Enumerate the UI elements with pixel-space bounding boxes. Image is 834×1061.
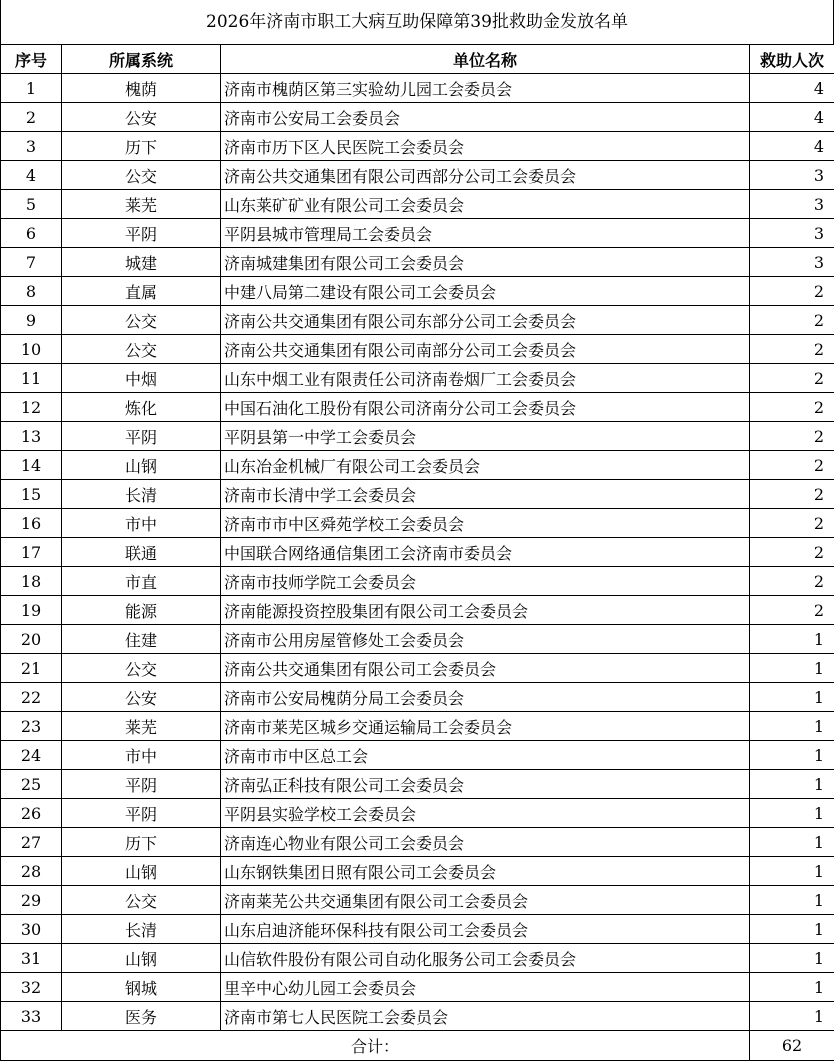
cell-system[interactable]: 公交 — [62, 306, 221, 335]
cell-unit[interactable]: 济南能源投资控股集团有限公司工会委员会 — [221, 596, 750, 625]
table-row — [1, 509, 834, 538]
table-row — [1, 248, 834, 277]
cell-system[interactable]: 公安 — [62, 103, 221, 132]
table-row — [1, 393, 834, 422]
cell-no[interactable]: 2 — [1, 103, 62, 132]
cell-count[interactable]: 1 — [750, 770, 834, 799]
table-row — [1, 799, 834, 828]
table-row — [1, 770, 834, 799]
cell-unit[interactable]: 山东冶金机械厂有限公司工会委员会 — [221, 451, 750, 480]
total-value[interactable]: 62 — [750, 1031, 834, 1061]
cell-no[interactable]: 25 — [1, 770, 62, 799]
cell-count[interactable]: 1 — [750, 973, 834, 1002]
table-row — [1, 944, 834, 973]
cell-no[interactable]: 19 — [1, 596, 62, 625]
cell-system[interactable]: 市直 — [62, 567, 221, 596]
cell-unit[interactable]: 济南城建集团有限公司工会委员会 — [221, 248, 750, 277]
cell-no[interactable]: 17 — [1, 538, 62, 567]
cell-system[interactable]: 公安 — [62, 683, 221, 712]
cell-count[interactable]: 4 — [750, 132, 834, 161]
cell-no[interactable]: 13 — [1, 422, 62, 451]
cell-system[interactable]: 槐荫 — [62, 74, 221, 103]
cell-no[interactable]: 32 — [1, 973, 62, 1002]
cell-count[interactable]: 1 — [750, 915, 834, 944]
cell-unit[interactable]: 山东钢铁集团日照有限公司工会委员会 — [221, 857, 750, 886]
cell-count[interactable]: 1 — [750, 886, 834, 915]
header-unit[interactable]: 单位名称 — [221, 45, 750, 74]
cell-system[interactable]: 联通 — [62, 538, 221, 567]
table-row — [1, 306, 834, 335]
table-row — [1, 335, 834, 364]
table-row — [1, 1002, 834, 1031]
table-row — [1, 74, 834, 103]
cell-unit[interactable]: 济南连心物业有限公司工会委员会 — [221, 828, 750, 857]
cell-system[interactable]: 长清 — [62, 480, 221, 509]
cell-unit[interactable]: 中国联合网络通信集团工会济南市委员会 — [221, 538, 750, 567]
table-row — [1, 625, 834, 654]
table-row — [1, 567, 834, 596]
relief-table — [0, 44, 834, 1061]
sheet-title: 2026年济南市职工大病互助保障第39批救助金发放名单 — [0, 0, 834, 44]
cell-no[interactable]: 10 — [1, 335, 62, 364]
cell-unit[interactable]: 济南市长清中学工会委员会 — [221, 480, 750, 509]
cell-count[interactable]: 1 — [750, 712, 834, 741]
cell-count[interactable]: 2 — [750, 393, 834, 422]
cell-system[interactable]: 莱芜 — [62, 712, 221, 741]
table-row — [1, 654, 834, 683]
cell-no[interactable]: 31 — [1, 944, 62, 973]
cell-system[interactable]: 医务 — [62, 1002, 221, 1031]
cell-no[interactable]: 30 — [1, 915, 62, 944]
cell-system[interactable]: 市中 — [62, 509, 221, 538]
cell-count[interactable]: 2 — [750, 422, 834, 451]
cell-count[interactable]: 1 — [750, 654, 834, 683]
cell-system[interactable]: 山钢 — [62, 451, 221, 480]
cell-unit[interactable]: 济南市公安局工会委员会 — [221, 103, 750, 132]
cell-unit[interactable]: 山东启迪济能环保科技有限公司工会委员会 — [221, 915, 750, 944]
cell-system[interactable]: 平阴 — [62, 799, 221, 828]
table-row — [1, 190, 834, 219]
table-row — [1, 480, 834, 509]
total-label[interactable]: 合计： — [1, 1031, 750, 1061]
cell-count[interactable]: 2 — [750, 480, 834, 509]
cell-unit[interactable]: 里辛中心幼儿园工会委员会 — [221, 973, 750, 1002]
cell-unit[interactable]: 山信软件股份有限公司自动化服务公司工会委员会 — [221, 944, 750, 973]
cell-system[interactable]: 市中 — [62, 741, 221, 770]
cell-count[interactable]: 2 — [750, 596, 834, 625]
cell-system[interactable]: 公交 — [62, 335, 221, 364]
cell-no[interactable]: 14 — [1, 451, 62, 480]
cell-system[interactable]: 住建 — [62, 625, 221, 654]
table-row — [1, 857, 834, 886]
cell-system[interactable]: 炼化 — [62, 393, 221, 422]
cell-unit[interactable]: 平阴县城市管理局工会委员会 — [221, 219, 750, 248]
header-system[interactable]: 所属系统 — [62, 45, 221, 74]
cell-no[interactable]: 5 — [1, 190, 62, 219]
table-row — [1, 886, 834, 915]
cell-count[interactable]: 1 — [750, 1002, 834, 1031]
cell-unit[interactable]: 济南市市中区舜苑学校工会委员会 — [221, 509, 750, 538]
cell-unit[interactable]: 济南公共交通集团有限公司南部分公司工会委员会 — [221, 335, 750, 364]
cell-system[interactable]: 城建 — [62, 248, 221, 277]
cell-system[interactable]: 钢城 — [62, 973, 221, 1002]
cell-system[interactable]: 山钢 — [62, 857, 221, 886]
table-row — [1, 538, 834, 567]
cell-unit[interactable]: 山东莱矿矿业有限公司工会委员会 — [221, 190, 750, 219]
header-row — [1, 45, 834, 74]
cell-unit[interactable]: 济南市槐荫区第三实验幼儿园工会委员会 — [221, 74, 750, 103]
cell-count[interactable]: 1 — [750, 857, 834, 886]
cell-count[interactable]: 2 — [750, 451, 834, 480]
cell-no[interactable]: 22 — [1, 683, 62, 712]
cell-no[interactable]: 7 — [1, 248, 62, 277]
cell-no[interactable]: 4 — [1, 161, 62, 190]
cell-count[interactable]: 1 — [750, 944, 834, 973]
total-row — [1, 1031, 834, 1061]
cell-no[interactable]: 6 — [1, 219, 62, 248]
cell-unit[interactable]: 平阴县实验学校工会委员会 — [221, 799, 750, 828]
table-row — [1, 277, 834, 306]
cell-system[interactable]: 公交 — [62, 161, 221, 190]
cell-system[interactable]: 平阴 — [62, 219, 221, 248]
cell-no[interactable]: 28 — [1, 857, 62, 886]
cell-no[interactable]: 20 — [1, 625, 62, 654]
table-row — [1, 712, 834, 741]
cell-no[interactable]: 1 — [1, 74, 62, 103]
cell-count[interactable]: 1 — [750, 828, 834, 857]
cell-count[interactable]: 1 — [750, 741, 834, 770]
cell-unit[interactable]: 平阴县第一中学工会委员会 — [221, 422, 750, 451]
cell-count[interactable]: 2 — [750, 306, 834, 335]
cell-unit[interactable]: 济南市公安局槐荫分局工会委员会 — [221, 683, 750, 712]
cell-unit[interactable]: 济南市市中区总工会 — [221, 741, 750, 770]
cell-count[interactable]: 2 — [750, 364, 834, 393]
table-row — [1, 596, 834, 625]
cell-count[interactable]: 1 — [750, 799, 834, 828]
cell-unit[interactable]: 济南公共交通集团有限公司工会委员会 — [221, 654, 750, 683]
cell-no[interactable]: 8 — [1, 277, 62, 306]
cell-system[interactable]: 公交 — [62, 886, 221, 915]
cell-count[interactable]: 3 — [750, 248, 834, 277]
cell-count[interactable]: 2 — [750, 335, 834, 364]
cell-no[interactable]: 21 — [1, 654, 62, 683]
cell-system[interactable]: 莱芜 — [62, 190, 221, 219]
cell-no[interactable]: 15 — [1, 480, 62, 509]
header-count[interactable]: 救助人次 — [750, 45, 834, 74]
cell-no[interactable]: 12 — [1, 393, 62, 422]
cell-count[interactable]: 1 — [750, 625, 834, 654]
cell-no[interactable]: 33 — [1, 1002, 62, 1031]
table-row — [1, 132, 834, 161]
table-row — [1, 103, 834, 132]
cell-unit[interactable]: 济南市第七人民医院工会委员会 — [221, 1002, 750, 1031]
cell-system[interactable]: 平阴 — [62, 770, 221, 799]
table-row — [1, 915, 834, 944]
cell-no[interactable]: 23 — [1, 712, 62, 741]
cell-system[interactable]: 平阴 — [62, 422, 221, 451]
cell-unit[interactable]: 济南弘正科技有限公司工会委员会 — [221, 770, 750, 799]
cell-count[interactable]: 3 — [750, 161, 834, 190]
cell-no[interactable]: 29 — [1, 886, 62, 915]
cell-no[interactable]: 16 — [1, 509, 62, 538]
cell-count[interactable]: 2 — [750, 567, 834, 596]
cell-no[interactable]: 24 — [1, 741, 62, 770]
cell-unit[interactable]: 济南市公用房屋管修处工会委员会 — [221, 625, 750, 654]
cell-unit[interactable]: 济南市技师学院工会委员会 — [221, 567, 750, 596]
cell-system[interactable]: 历下 — [62, 828, 221, 857]
table-row — [1, 683, 834, 712]
table-row — [1, 828, 834, 857]
table-row — [1, 741, 834, 770]
cell-system[interactable]: 历下 — [62, 132, 221, 161]
table-row — [1, 364, 834, 393]
cell-count[interactable]: 2 — [750, 509, 834, 538]
cell-unit[interactable]: 中建八局第二建设有限公司工会委员会 — [221, 277, 750, 306]
header-no[interactable]: 序号 — [1, 45, 62, 74]
cell-unit[interactable]: 济南公共交通集团有限公司东部分公司工会委员会 — [221, 306, 750, 335]
cell-system[interactable]: 直属 — [62, 277, 221, 306]
table-row — [1, 973, 834, 1002]
cell-no[interactable]: 26 — [1, 799, 62, 828]
cell-count[interactable]: 4 — [750, 103, 834, 132]
cell-no[interactable]: 9 — [1, 306, 62, 335]
cell-count[interactable]: 2 — [750, 277, 834, 306]
cell-no[interactable]: 11 — [1, 364, 62, 393]
cell-count[interactable]: 3 — [750, 219, 834, 248]
cell-system[interactable]: 山钢 — [62, 944, 221, 973]
cell-no[interactable]: 27 — [1, 828, 62, 857]
cell-unit[interactable]: 济南公共交通集团有限公司西部分公司工会委员会 — [221, 161, 750, 190]
cell-no[interactable]: 18 — [1, 567, 62, 596]
cell-unit[interactable]: 山东中烟工业有限责任公司济南卷烟厂工会委员会 — [221, 364, 750, 393]
cell-count[interactable]: 1 — [750, 683, 834, 712]
cell-system[interactable]: 公交 — [62, 654, 221, 683]
cell-system[interactable]: 中烟 — [62, 364, 221, 393]
cell-system[interactable]: 长清 — [62, 915, 221, 944]
cell-unit[interactable]: 济南市莱芜区城乡交通运输局工会委员会 — [221, 712, 750, 741]
table-row — [1, 422, 834, 451]
cell-no[interactable]: 3 — [1, 132, 62, 161]
cell-count[interactable]: 2 — [750, 538, 834, 567]
cell-system[interactable]: 能源 — [62, 596, 221, 625]
cell-unit[interactable]: 济南莱芜公共交通集团有限公司工会委员会 — [221, 886, 750, 915]
table-row — [1, 161, 834, 190]
cell-count[interactable]: 3 — [750, 190, 834, 219]
cell-unit[interactable]: 济南市历下区人民医院工会委员会 — [221, 132, 750, 161]
cell-count[interactable]: 4 — [750, 74, 834, 103]
table-row — [1, 451, 834, 480]
table-row — [1, 219, 834, 248]
cell-unit[interactable]: 中国石油化工股份有限公司济南分公司工会委员会 — [221, 393, 750, 422]
